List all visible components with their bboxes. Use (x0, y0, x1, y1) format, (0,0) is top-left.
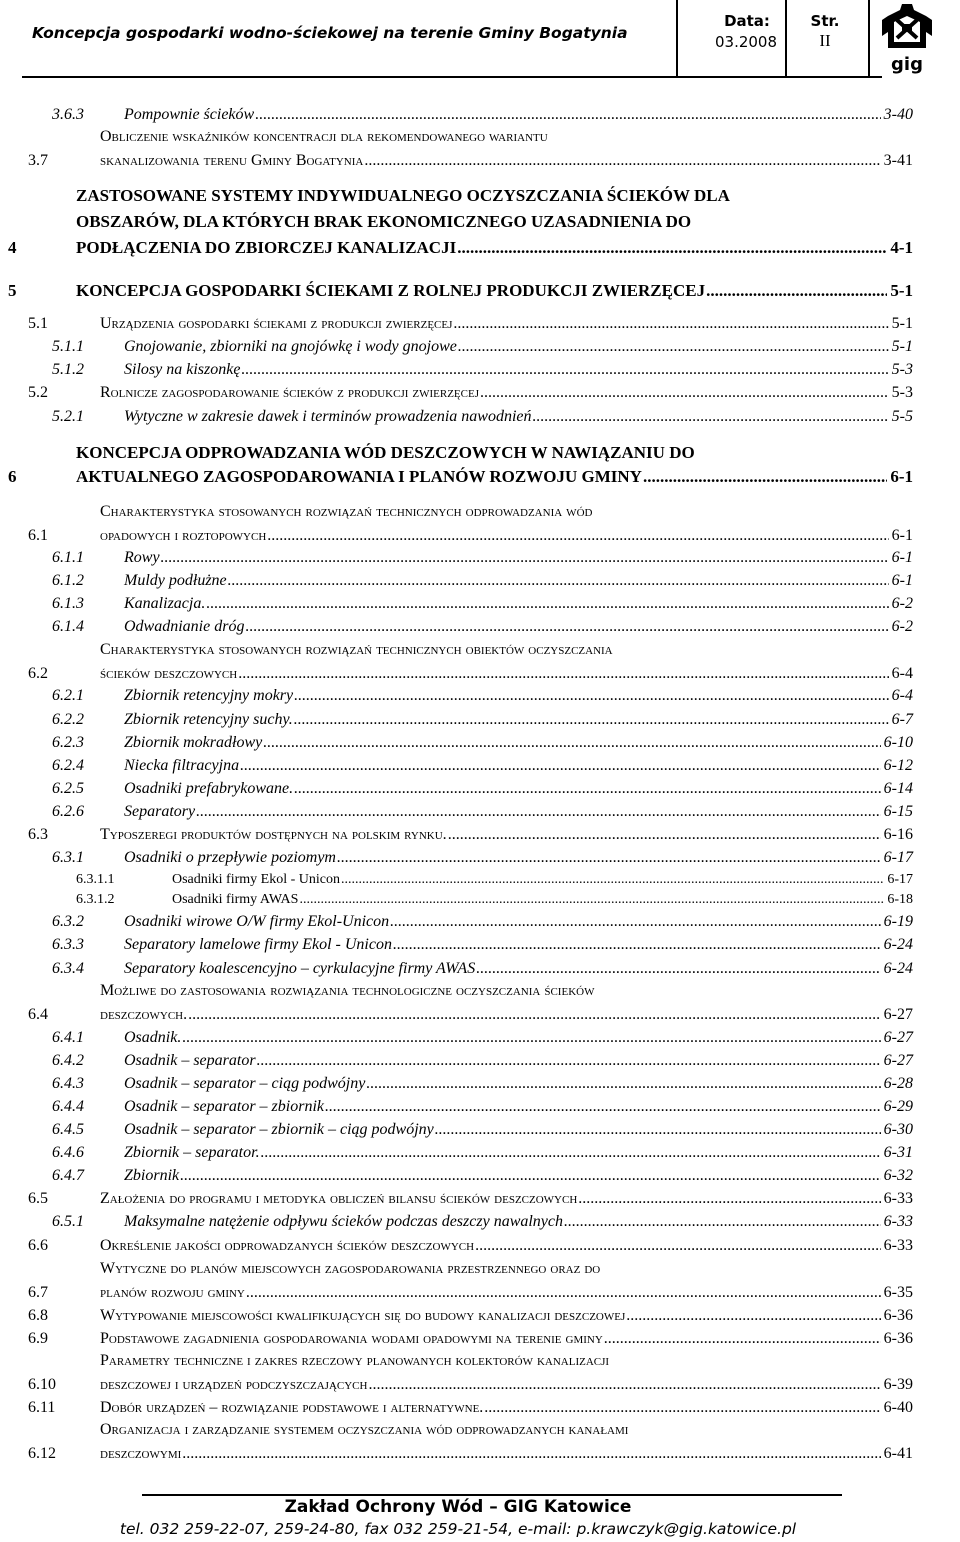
toc-entry-number: 6.2.2 (52, 711, 84, 728)
toc-dot-leader (180, 1167, 881, 1185)
toc-entry-number: 6.5.1 (52, 1213, 84, 1230)
toc-entry-title-wrap (124, 757, 882, 775)
toc-entry-number: 6.2.3 (52, 734, 84, 751)
toc-entry-page: 6-10 (883, 734, 913, 751)
toc-entry[interactable] (0, 1235, 960, 1259)
footer-rule (142, 1494, 842, 1496)
toc-entry-page: 6-35 (883, 1284, 913, 1301)
toc-entry-title: Gnojowanie, zbiorniki na gnojówkę i wody gnojowe (124, 338, 457, 355)
header-rule (22, 76, 882, 78)
toc-entry-title-line: OBSZARÓW, DLA KTÓRYCH BRAK EKONOMICZNEGO UZASADNIENIA DO (76, 212, 692, 231)
toc-dot-leader (246, 1284, 881, 1302)
toc-entry-page: 6-36 (883, 1330, 913, 1347)
toc-entry-title: Rolnicze zagospodarowanie ścieków z produkcji zwierzęcej (100, 384, 479, 401)
toc-entry-number: 3.7 (28, 152, 48, 169)
toc-dot-leader (206, 595, 888, 613)
toc-entry-title-wrap (124, 549, 890, 567)
toc-entry-title: AKTUALNEGO ZAGOSPODAROWANIA I PLANÓW ROZWOJU GMINY (76, 467, 642, 486)
toc-entry-title: Rowy (124, 549, 160, 566)
toc-entry-number: 5.1.1 (52, 338, 84, 355)
toc-entry-number: 6.4.7 (52, 1167, 84, 1184)
toc-entry-title: Separatory lamelowe firmy Ekol - Unicon (124, 936, 392, 953)
toc-entry-page: 6-17 (887, 872, 913, 887)
toc-entry-title-wrap (124, 1098, 882, 1116)
toc-entry-page: 3-41 (883, 152, 913, 169)
toc-entry-page: 6-33 (883, 1190, 913, 1207)
toc-entry[interactable] (0, 570, 960, 594)
toc-dot-leader (337, 849, 881, 867)
toc-dot-leader (457, 238, 887, 258)
gig-logo (880, 2, 938, 74)
toc-entry-number: 5.1 (28, 315, 48, 332)
toc-entry-number: 6.2 (28, 665, 48, 682)
toc-entry-title: Osadnik – separator – zbiornik (124, 1098, 324, 1115)
toc-entry-page: 6-27 (883, 1029, 913, 1046)
toc-entry-title-wrap (100, 1399, 882, 1417)
toc-entry-title: Zbiornik retencyjny suchy. (124, 711, 293, 728)
toc-entry[interactable] (0, 1027, 960, 1051)
toc-entry-page: 6-1 (891, 572, 913, 589)
toc-entry-number: 6.1.2 (52, 572, 84, 589)
toc-entry-number: 6.4.6 (52, 1144, 84, 1161)
toc-entry-title: Zbiornik – separator. (124, 1144, 260, 1161)
toc-entry-title-wrap (124, 960, 882, 978)
toc-entry-page: 6-1 (891, 527, 913, 544)
toc-entry-title-wrap (100, 1190, 882, 1208)
toc-entry-number: 6.7 (28, 1284, 48, 1301)
header-divider (868, 0, 870, 76)
toc-dot-leader (706, 281, 887, 301)
toc-entry-title-wrap (124, 849, 882, 867)
toc-entry[interactable] (0, 1282, 960, 1306)
toc-entry-page: 6-1 (890, 467, 913, 486)
toc-entry[interactable] (0, 801, 960, 825)
toc-dot-leader (240, 757, 881, 775)
toc-entry-number: 6.12 (28, 1445, 56, 1462)
toc-entry-number: 6.1 (28, 527, 48, 544)
toc-dot-leader (604, 1330, 881, 1348)
toc-entry[interactable] (0, 958, 960, 982)
toc-dot-leader (390, 913, 881, 931)
toc-entry-title-line: Parametry techniczne i zakres rzeczowy planowanych kolektorów kanalizacji (100, 1352, 610, 1369)
toc-entry-page: 6-7 (891, 711, 913, 728)
toc-entry-number: 6.4.4 (52, 1098, 84, 1115)
toc-entry[interactable] (0, 525, 960, 549)
toc-entry[interactable] (0, 1004, 960, 1028)
toc-entry-page: 6-32 (883, 1167, 913, 1184)
page-label: Str. (810, 12, 840, 30)
toc-entry-number: 6.11 (28, 1399, 56, 1416)
toc-entry-number: 4 (8, 238, 17, 257)
toc-entry-title-wrap (124, 1052, 882, 1070)
toc-entry-title-line: ZASTOSOWANE SYSTEMY INDYWIDUALNEGO OCZYSZCZANIA ŚCIEKÓW DLA (76, 186, 730, 205)
toc-dot-leader (368, 1376, 880, 1394)
toc-entry[interactable] (0, 934, 960, 958)
toc-entry-title: Osadniki firmy Ekol - Unicon (172, 872, 340, 887)
toc-entry-page: 6-27 (883, 1006, 913, 1023)
toc-entry-title-wrap (124, 338, 890, 356)
toc-entry-page: 6-2 (891, 595, 913, 612)
svg-text:gig: gig (891, 54, 923, 74)
toc-entry-title-wrap (100, 527, 890, 545)
toc-entry-number: 6.6 (28, 1237, 48, 1254)
toc-dot-leader (578, 1190, 880, 1208)
toc-entry[interactable] (0, 1073, 960, 1097)
toc-entry[interactable] (0, 847, 960, 871)
toc-entry-title-wrap (124, 408, 890, 426)
toc-entry[interactable] (0, 104, 960, 128)
toc-entry-title-line: Organizacja i zarządzanie systemem oczyszczania wód odprowadzanych kanałami (100, 1421, 629, 1438)
toc-entry-title: Maksymalne natężenie odpływu ścieków podczas deszczy nawalnych (124, 1213, 564, 1230)
toc-entry[interactable] (0, 1096, 960, 1120)
toc-entry-page: 6-14 (883, 780, 913, 797)
toc-entry-title: Urządzenia gospodarki ściekami z produkcji zwierzęcej (100, 315, 453, 332)
toc-entry-page: 5-1 (891, 315, 913, 332)
toc-dot-leader (261, 1144, 881, 1162)
toc-entry-title: Założenia do programu i metodyka obliczeń bilansu ścieków deszczowych (100, 1190, 578, 1207)
toc-entry-title: Wytypowanie miejscowości kwalifikujących się do budowy kanalizacji deszczowej (100, 1307, 626, 1324)
toc-entry-number: 6.3.3 (52, 936, 84, 953)
toc-entry-number: 6.4.5 (52, 1121, 84, 1138)
toc-entry[interactable] (0, 382, 960, 406)
toc-entry-title-wrap (124, 1213, 882, 1231)
toc-dot-leader (533, 408, 889, 426)
toc-entry-number: 6.1.4 (52, 618, 84, 635)
toc-entry-title-wrap (100, 1445, 882, 1463)
toc-entry-number: 6.1.3 (52, 595, 84, 612)
toc-entry-title-wrap (124, 361, 890, 379)
toc-entry[interactable] (0, 732, 960, 756)
toc-entry[interactable] (0, 279, 960, 303)
toc-entry-number: 6.2.6 (52, 803, 84, 820)
toc-entry-title: Kanalizacja. (124, 595, 206, 612)
toc-entry-page: 6-12 (883, 757, 913, 774)
toc-dot-leader (257, 1052, 881, 1070)
toc-entry-title-wrap (100, 1307, 882, 1325)
toc-entry-page: 5-3 (891, 361, 913, 378)
toc-entry-title: planów rozwoju gminy (100, 1284, 245, 1301)
toc-dot-leader (188, 1006, 881, 1024)
toc-entry-page: 6-24 (883, 936, 913, 953)
toc-entry-number: 6.3.1.2 (76, 892, 115, 907)
toc-entry[interactable] (0, 778, 960, 802)
toc-entry-title-line: Możliwe do zastosowania rozwiązania technologiczne oczyszczania ścieków (100, 982, 595, 999)
toc-entry[interactable] (0, 1374, 960, 1398)
toc-entry-title: Muldy podłużne (124, 572, 227, 589)
toc-entry-page: 6-31 (883, 1144, 913, 1161)
toc-entry-title-wrap (124, 595, 890, 613)
toc-entry-title-wrap (100, 1330, 882, 1348)
toc-entry-title-wrap (124, 913, 882, 931)
toc-entry-number: 6.1.1 (52, 549, 84, 566)
toc-dot-leader (196, 803, 881, 821)
toc-dot-leader (294, 687, 889, 705)
toc-entry-number: 6.5 (28, 1190, 48, 1207)
toc-entry-title-wrap (76, 281, 888, 301)
toc-entry-number: 6.3.1 (52, 849, 84, 866)
toc-entry-title: Osadnik – separator (124, 1052, 256, 1069)
toc-entry-title-wrap (172, 872, 885, 888)
toc-entry-title: Określenie jakości odprowadzanych ścieków deszczowych (100, 1237, 475, 1254)
toc-entry[interactable] (0, 359, 960, 383)
toc-entry-page: 5-5 (891, 408, 913, 425)
toc-entry-page: 6-1 (891, 549, 913, 566)
toc-entry-title-wrap (124, 106, 882, 124)
toc-dot-leader (364, 152, 880, 170)
toc-entry-title-wrap (100, 1006, 882, 1024)
toc-entry-page: 6-29 (883, 1098, 913, 1115)
toc-entry-page: 6-24 (883, 960, 913, 977)
toc-entry[interactable] (0, 593, 960, 617)
toc-entry-title: Typoszeregi produktów dostępnych na polskim rynku. (100, 826, 447, 843)
toc-dot-leader (453, 315, 888, 333)
toc-entry-title-line: Wytyczne do planów miejscowych zagospodarowania przestrzennego oraz do (100, 1260, 601, 1277)
toc-entry-number: 5.2 (28, 384, 48, 401)
toc-entry-title-wrap (100, 1376, 882, 1394)
toc-entry-title-wrap (124, 1121, 882, 1139)
toc-entry[interactable] (0, 1119, 960, 1143)
toc-entry-title-wrap (124, 1029, 882, 1047)
toc-entry-title-wrap (124, 618, 890, 636)
toc-dot-leader (476, 960, 880, 978)
toc-dot-leader (626, 1307, 880, 1325)
toc-dot-leader (267, 527, 888, 545)
toc-entry-title-wrap (124, 734, 882, 752)
toc-dot-leader (341, 872, 884, 888)
toc-entry-title: Podstawowe zagadnienia gospodarowania wodami opadowymi na terenie gminy (100, 1330, 603, 1347)
toc-entry-number: 6.3.2 (52, 913, 84, 930)
toc-entry[interactable] (0, 150, 960, 174)
toc-entry[interactable] (0, 709, 960, 733)
toc-entry-title-wrap (124, 1167, 882, 1185)
toc-dot-leader (480, 384, 889, 402)
toc-entry-title: Osadniki wirowe O/W firmy Ekol-Unicon (124, 913, 390, 930)
toc-entry-title: Osadnik – separator – ciąg podwójny (124, 1075, 366, 1092)
toc-entry[interactable] (0, 685, 960, 709)
toc-entry-title: Dobór urządzeń – rozwiązanie podstawowe i alternatywne. (100, 1399, 484, 1416)
toc-entry-page: 5-3 (891, 384, 913, 401)
toc-entry-title: opadowych i roztopowych (100, 527, 267, 544)
toc-entry[interactable] (0, 1188, 960, 1212)
toc-entry-page: 4-1 (890, 238, 913, 257)
toc-entry-title: skanalizowania terenu Gminy Bogatynia (100, 152, 364, 169)
toc-entry[interactable] (0, 911, 960, 935)
toc-entry-number: 6.3 (28, 826, 48, 843)
toc-entry-title: Silosy na kiszonkę (124, 361, 241, 378)
toc-entry-title: ścieków deszczowych (100, 665, 238, 682)
toc-entry[interactable] (0, 1142, 960, 1166)
toc-entry[interactable] (0, 465, 960, 489)
toc-dot-leader (161, 549, 889, 567)
toc-dot-leader (245, 618, 888, 636)
toc-entry-number: 6.4.2 (52, 1052, 84, 1069)
footer-organization: Zakład Ochrony Wód – GIG Katowice (284, 1497, 632, 1517)
toc-entry[interactable] (0, 547, 960, 571)
toc-entry[interactable] (0, 1443, 960, 1467)
toc-entry-title: Zbiornik (124, 1167, 180, 1184)
toc-entry-page: 6-33 (883, 1213, 913, 1230)
toc-entry-title-wrap (124, 780, 882, 798)
toc-entry-page: 6-17 (883, 849, 913, 866)
toc-dot-leader (643, 467, 887, 487)
toc-entry-title-wrap (124, 711, 890, 729)
toc-entry-title-wrap (100, 152, 882, 170)
header-divider (676, 0, 678, 76)
toc-dot-leader (182, 1029, 880, 1047)
toc-entry-page: 6-2 (891, 618, 913, 635)
toc-entry-number: 6.2.5 (52, 780, 84, 797)
toc-dot-leader (458, 338, 889, 356)
toc-entry-title-wrap (124, 803, 882, 821)
toc-entry[interactable] (0, 336, 960, 360)
toc-entry[interactable] (0, 1165, 960, 1189)
toc-entry[interactable] (0, 1328, 960, 1352)
toc-entry-title-wrap (76, 238, 888, 258)
page-number: II (819, 31, 831, 50)
toc-entry-title: Zbiornik retencyjny mokry (124, 687, 294, 704)
toc-entry-title: PODŁĄCZENIA DO ZBIORCZEJ KANALIZACJI (76, 238, 457, 257)
toc-entry-title: Osadnik. (124, 1029, 182, 1046)
toc-entry-number: 6.3.4 (52, 960, 84, 977)
toc-dot-leader (294, 711, 889, 729)
toc-entry[interactable] (0, 616, 960, 640)
toc-entry-number: 6 (8, 467, 17, 486)
toc-entry-page: 6-41 (883, 1445, 913, 1462)
toc-entry-title-wrap (124, 572, 890, 590)
toc-dot-leader (448, 826, 881, 844)
date-label: Data: (724, 12, 770, 30)
toc-entry-page: 6-36 (883, 1307, 913, 1324)
toc-entry-title-wrap (76, 467, 888, 487)
toc-entry-title: Osadniki o przepływie poziomym (124, 849, 336, 866)
document-title: Koncepcja gospodarki wodno-ściekowej na terenie Gminy Bogatynia (32, 24, 628, 42)
toc-entry-number: 6.2.1 (52, 687, 84, 704)
toc-dot-leader (241, 361, 888, 379)
toc-entry-title: Wytyczne w zakresie dawek i terminów prowadzenia nawodnień (124, 408, 532, 425)
date-value: 03.2008 (714, 33, 778, 51)
toc-entry-title-wrap (124, 1075, 882, 1093)
toc-entry-title: Osadnik – separator – zbiornik – ciąg podwójny (124, 1121, 434, 1138)
toc-entry-number: 5.2.1 (52, 408, 84, 425)
toc-entry-title-wrap (100, 826, 882, 844)
toc-entry-page: 5-1 (890, 281, 913, 300)
page-header (22, 0, 960, 76)
toc-entry-page: 6-39 (883, 1376, 913, 1393)
toc-entry-title-wrap (172, 892, 885, 908)
toc-entry-title-wrap (100, 384, 890, 402)
toc-entry-title-wrap (100, 1284, 882, 1302)
toc-dot-leader (435, 1121, 881, 1139)
toc-entry-number: 5.1.2 (52, 361, 84, 378)
toc-entry-number: 3.6.3 (52, 106, 84, 123)
toc-entry-number: 6.4 (28, 1006, 48, 1023)
toc-entry-title-line: KONCEPCJA ODPROWADZANIA WÓD DESZCZOWYCH W NAWIĄZANIU DO (76, 443, 695, 462)
toc-entry-number: 6.3.1.1 (76, 872, 115, 887)
toc-entry-title: Separatory koalescencyjno – cyrkulacyjne firmy AWAS (124, 960, 476, 977)
toc-entry-number: 6.4.1 (52, 1029, 84, 1046)
toc-entry-title-wrap (100, 1237, 882, 1255)
toc-entry-page: 6-4 (891, 687, 913, 704)
toc-dot-leader (255, 106, 880, 124)
toc-dot-leader (564, 1213, 881, 1231)
toc-entry-title: Osadniki firmy AWAS (172, 892, 299, 907)
toc-entry-title-line: Charakterystyka stosowanych rozwiązań technicznych obiektów oczyszczania (100, 641, 613, 658)
toc-entry[interactable] (0, 313, 960, 337)
toc-entry-page: 6-19 (883, 913, 913, 930)
toc-entry[interactable] (0, 755, 960, 779)
toc-entry-page: 3-40 (883, 106, 913, 123)
toc-entry-title-wrap (124, 1144, 882, 1162)
toc-entry-page: 5-1 (891, 338, 913, 355)
toc-entry-title: Osadniki prefabrykowane. (124, 780, 294, 797)
toc-entry-page: 6-18 (887, 892, 913, 907)
toc-dot-leader (393, 936, 881, 954)
toc-entry[interactable] (0, 406, 960, 430)
toc-dot-leader (484, 1399, 880, 1417)
toc-entry-page: 6-27 (883, 1052, 913, 1069)
toc-entry-title-wrap (100, 665, 890, 683)
toc-entry-title-line: Charakterystyka stosowanych rozwiązań technicznych odprowadzania wód (100, 503, 593, 520)
toc-dot-leader (299, 892, 884, 908)
toc-entry-title: Niecka filtracyjna (124, 757, 240, 774)
toc-entry[interactable] (0, 1397, 960, 1421)
toc-entry[interactable] (0, 1305, 960, 1329)
toc-entry-title: deszczowej i urządzeń podczyszczających (100, 1376, 368, 1393)
toc-entry-number: 6.8 (28, 1307, 48, 1324)
toc-entry-title-wrap (100, 315, 890, 333)
toc-entry-title: Separatory (124, 803, 196, 820)
toc-entry-page: 6-30 (883, 1121, 913, 1138)
toc-entry-title: deszczowymi (100, 1445, 182, 1462)
toc-entry-page: 6-15 (883, 803, 913, 820)
footer-contact: tel. 032 259-22-07, 259-24-80, fax 032 259-21-54, e-mail: p.krawczyk@gig.katowice.pl (119, 1520, 797, 1538)
toc-entry-title-wrap (124, 687, 890, 705)
toc-dot-leader (366, 1075, 880, 1093)
toc-entry-number: 6.2.4 (52, 757, 84, 774)
toc-entry-title-wrap (124, 936, 882, 954)
toc-entry[interactable] (0, 663, 960, 687)
toc-entry-number: 5 (8, 281, 17, 300)
toc-dot-leader (228, 572, 889, 590)
toc-entry-page: 6-16 (883, 826, 913, 843)
toc-entry-title: Odwadnianie dróg (124, 618, 245, 635)
toc-entry-title: KONCEPCJA GOSPODARKI ŚCIEKAMI Z ROLNEJ PRODUKCJI ZWIERZĘCEJ (76, 281, 706, 300)
toc-dot-leader (182, 1445, 880, 1463)
toc-dot-leader (238, 665, 888, 683)
toc-entry-title-line: Obliczenie wskaźników koncentracji dla rekomendowanego wariantu (100, 128, 548, 145)
toc-entry-number: 6.9 (28, 1330, 48, 1347)
toc-entry-page: 6-4 (891, 665, 913, 682)
toc-entry[interactable] (0, 236, 960, 260)
toc-entry-title: Zbiornik mokradłowy (124, 734, 263, 751)
toc-entry[interactable] (0, 824, 960, 848)
toc-entry-number: 6.4.3 (52, 1075, 84, 1092)
toc-dot-leader (325, 1098, 881, 1116)
toc-dot-leader (294, 780, 881, 798)
toc-entry[interactable] (0, 1050, 960, 1074)
toc-dot-leader (475, 1237, 881, 1255)
toc-entry-number: 6.10 (28, 1376, 56, 1393)
toc-entry-title: deszczowych. (100, 1006, 188, 1023)
toc-entry-page: 6-40 (883, 1399, 913, 1416)
toc-entry-page: 6-28 (883, 1075, 913, 1092)
toc-entry-title: Pompownie ścieków (124, 106, 255, 123)
toc-entry[interactable] (0, 1211, 960, 1235)
toc-dot-leader (263, 734, 880, 752)
toc-entry-page: 6-33 (883, 1237, 913, 1254)
